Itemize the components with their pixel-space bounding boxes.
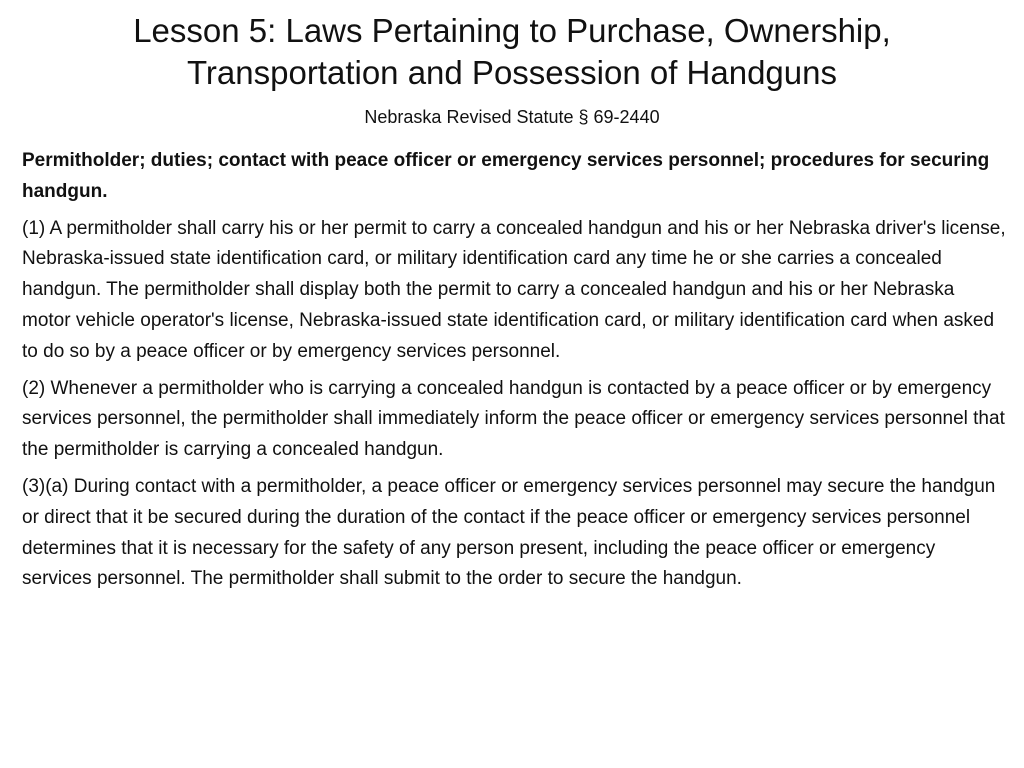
slide-title: Lesson 5: Laws Pertaining to Purchase, Ownership, Transportation and Possession of Handguns <box>133 12 891 91</box>
paragraph-1: (1) A permitholder shall carry his or her permit to carry a concealed handgun and his or her Nebraska driver's license, Nebraska-issued state identification card, or military identification card any time he or she carries a concealed handgun. The permitholder shall display both the permit to carry a concealed handgun and his or her Nebraska motor vehicle operator's license, Nebraska-issued state identification card, or military identification card when asked to do so by a peace officer or by emergency services personnel. <box>22 217 1006 362</box>
paragraph-3a: (3)(a) During contact with a permitholder, a peace officer or emergency services personnel may secure the handgun or direct that it be secured during the duration of the contact if the peace officer or emergency services personnel determines that it is necessary for the safety of any person present, including the peace officer or emergency services personnel. The permitholder shall submit to the order to secure the handgun. <box>22 475 996 590</box>
statute-subtitle: Nebraska Revised Statute § 69-2440 <box>364 107 660 127</box>
paragraph-2: (2) Whenever a permitholder who is carrying a concealed handgun is contacted by a peace officer or by emergency services personnel, the permitholder shall immediately inform the peace officer or emergency services personnel that the permitholder is carrying a concealed handgun. <box>22 377 1005 461</box>
section-heading: Permitholder; duties; contact with peace officer or emergency services personnel; procedures for securing handgun. <box>22 150 990 202</box>
slide-body <box>22 146 1006 601</box>
